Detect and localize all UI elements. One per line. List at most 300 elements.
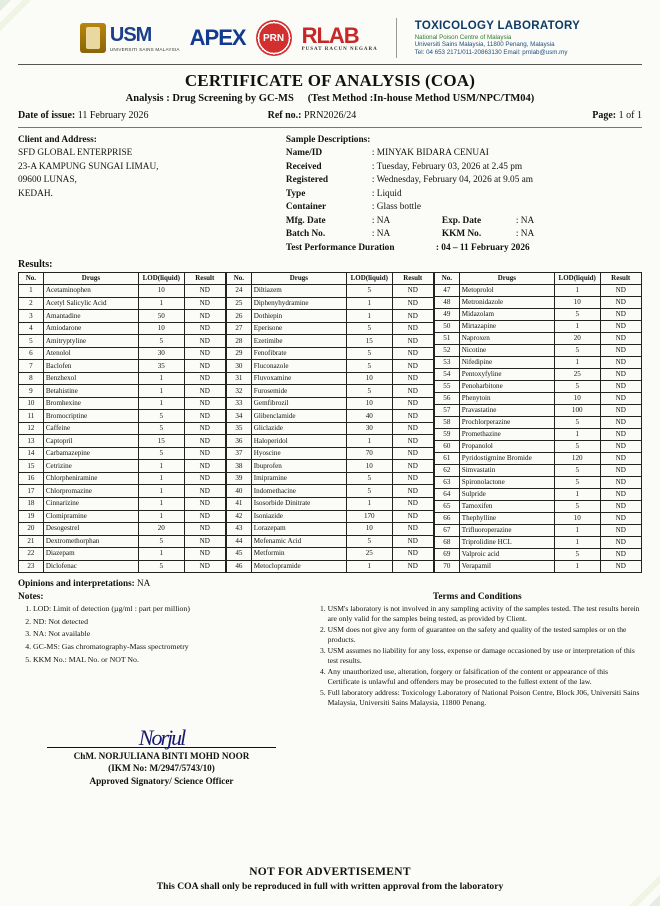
cell-drug: Nifedipine (459, 357, 554, 369)
results-table-col2 (226, 272, 434, 573)
cell-no: 66 (434, 513, 459, 525)
table-row (434, 393, 641, 405)
table-row (434, 369, 641, 381)
cell-drug: Isosorbide Dinitrate (251, 497, 346, 510)
cell-drug: Eperisone (251, 322, 346, 335)
lab-title: TOXICOLOGY LABORATORY (414, 20, 581, 33)
th-drugs-1: Drugs (43, 273, 138, 285)
cell-no: 8 (19, 372, 44, 385)
cell-result: ND (600, 477, 641, 489)
cell-drug: Tamoxifen (459, 501, 554, 513)
cell-no: 4 (19, 322, 44, 335)
signatory-name: ChM. NORJULIANA BINTI MOHD NOOR (73, 750, 250, 761)
date-of-issue (18, 110, 268, 121)
th-no-3: No. (434, 273, 459, 285)
cell-lod: 70 (347, 447, 393, 460)
cell-drug: Penoharbitone (459, 381, 554, 393)
cell-result: ND (392, 422, 433, 435)
cell-no: 32 (226, 385, 251, 398)
date-of-issue-label: Date of issue: (18, 110, 76, 121)
cell-no: 50 (434, 321, 459, 333)
cell-no: 48 (434, 297, 459, 309)
header-rule (18, 64, 642, 65)
cell-result: ND (184, 372, 225, 385)
cell-no: 23 (19, 560, 44, 573)
cell-drug: Cetrizine (43, 460, 138, 473)
cell-no: 24 (226, 285, 251, 298)
cell-no: 15 (19, 460, 44, 473)
cell-no: 37 (226, 447, 251, 460)
opinions-row (18, 578, 642, 588)
cell-no: 12 (19, 422, 44, 435)
cell-drug: Pentoxyfyline (459, 369, 554, 381)
cell-no: 38 (226, 460, 251, 473)
cell-drug: Indomethacine (251, 485, 346, 498)
table-row (19, 322, 226, 335)
table-row (434, 525, 641, 537)
cell-drug: Bromhexine (43, 397, 138, 410)
table-row (19, 435, 226, 448)
table-row (434, 309, 641, 321)
cell-result: ND (392, 435, 433, 448)
cell-drug: Dextromethorphan (43, 535, 138, 548)
cell-drug: Metoprolol (459, 285, 554, 297)
cell-result: ND (600, 321, 641, 333)
prn-logo-text: PRN (263, 32, 285, 44)
prn-logo-icon (256, 20, 292, 56)
results-table-group (18, 272, 642, 573)
table-row (434, 333, 641, 345)
cell-drug: Cinnarizine (43, 497, 138, 510)
cell-lod: 5 (139, 535, 185, 548)
cell-result: ND (392, 360, 433, 373)
cell-no: 67 (434, 525, 459, 537)
cell-result: ND (184, 322, 225, 335)
client-block (18, 134, 276, 255)
table-row (226, 435, 433, 448)
cell-drug: Sulpride (459, 489, 554, 501)
cell-drug: Gemfibrozil (251, 397, 346, 410)
cell-result: ND (184, 485, 225, 498)
cell-lod: 120 (554, 453, 600, 465)
table-row (226, 422, 433, 435)
results-table-col1 (18, 272, 226, 573)
table-row (226, 347, 433, 360)
table-row (434, 405, 641, 417)
cell-lod: 10 (347, 372, 393, 385)
cell-no: 42 (226, 510, 251, 523)
cell-lod: 5 (554, 477, 600, 489)
cell-no: 11 (19, 410, 44, 423)
table-row (19, 523, 226, 536)
cell-no: 20 (19, 523, 44, 536)
cell-lod: 5 (554, 381, 600, 393)
cell-result: ND (392, 322, 433, 335)
cell-result: ND (392, 447, 433, 460)
cell-no: 16 (19, 472, 44, 485)
cell-no: 2 (19, 297, 44, 310)
table-row (226, 385, 433, 398)
th-drugs-2: Drugs (251, 273, 346, 285)
sample-row-mfg-exp (286, 215, 642, 228)
cell-drug: Bromocriptine (43, 410, 138, 423)
cell-no: 69 (434, 549, 459, 561)
cell-result: ND (184, 548, 225, 561)
cell-result: ND (392, 285, 433, 298)
table-row (434, 417, 641, 429)
terms-section (313, 592, 642, 709)
cell-no: 49 (434, 309, 459, 321)
cell-drug: Haloperidol (251, 435, 346, 448)
table-row (226, 560, 433, 573)
table-row (19, 397, 226, 410)
th-no-2: No. (226, 273, 251, 285)
cell-no: 29 (226, 347, 251, 360)
cell-lod: 1 (554, 285, 600, 297)
cell-result: ND (600, 513, 641, 525)
table-row (226, 497, 433, 510)
cell-result: ND (184, 397, 225, 410)
sample-key-kkm-no: KKM No. (441, 229, 482, 240)
signatory-role: Approved Signatory/ Science Officer (89, 775, 234, 786)
cell-lod: 5 (347, 385, 393, 398)
cell-result: ND (184, 422, 225, 435)
sample-row-batch-kkm (286, 228, 642, 241)
cell-no: 58 (434, 417, 459, 429)
usm-logo (80, 23, 180, 53)
cell-drug: Captopril (43, 435, 138, 448)
cell-result: ND (392, 347, 433, 360)
cell-result: ND (392, 385, 433, 398)
cell-lod: 5 (347, 535, 393, 548)
cell-drug: Glibenclamide (251, 410, 346, 423)
cell-result: ND (184, 347, 225, 360)
notes-title: Notes: (18, 592, 44, 603)
cell-lod: 5 (347, 322, 393, 335)
cell-lod: 1 (139, 372, 185, 385)
table-row (226, 460, 433, 473)
cell-no: 43 (226, 523, 251, 536)
cell-lod: 20 (554, 333, 600, 345)
cell-lod: 5 (554, 549, 600, 561)
cell-result: ND (184, 435, 225, 448)
cell-lod: 1 (554, 489, 600, 501)
th-result-3: Result (600, 273, 641, 285)
cell-lod: 1 (139, 548, 185, 561)
cell-result: ND (392, 510, 433, 523)
cell-result: ND (600, 309, 641, 321)
sample-row-name (286, 147, 642, 160)
cell-lod: 5 (347, 485, 393, 498)
cell-result: ND (184, 497, 225, 510)
cell-result: ND (184, 510, 225, 523)
cell-no: 63 (434, 477, 459, 489)
client-line-4: KEDAH. (18, 188, 53, 199)
term-item: 5. Full laboratory address: Toxicology Laboratory of National Poison Centre, Block J06, Universiti Sains Malaysia, Universiti Sains Malaysia, 11800 Penang. (328, 688, 642, 707)
table-row (434, 381, 641, 393)
table-row (226, 472, 433, 485)
table-row (226, 372, 433, 385)
apex-logo (190, 25, 246, 51)
cell-no: 52 (434, 345, 459, 357)
cell-lod: 10 (139, 322, 185, 335)
letterhead (18, 14, 642, 60)
cell-no: 18 (19, 497, 44, 510)
sample-key-batch-no: Batch No. (285, 229, 326, 240)
cell-lod: 1 (554, 525, 600, 537)
table-row (226, 310, 433, 323)
duration-label: Test Performance Duration (285, 242, 395, 253)
cell-lod: 10 (347, 460, 393, 473)
cell-lod: 30 (347, 422, 393, 435)
cell-drug: Imipramine (251, 472, 346, 485)
table-row (434, 345, 641, 357)
cell-no: 22 (19, 548, 44, 561)
cell-result: ND (392, 460, 433, 473)
cell-result: ND (600, 549, 641, 561)
usm-logo-subtext: UNIVERSITI SAINS MALAYSIA (109, 47, 180, 52)
cell-no: 17 (19, 485, 44, 498)
cell-lod: 5 (347, 360, 393, 373)
cell-no: 27 (226, 322, 251, 335)
results-body-col2 (226, 285, 433, 573)
cell-lod: 170 (347, 510, 393, 523)
cell-lod: 5 (139, 560, 185, 573)
cell-result: ND (600, 345, 641, 357)
cell-lod: 1 (139, 472, 185, 485)
cell-no: 31 (226, 372, 251, 385)
cell-drug: Clomipramine (43, 510, 138, 523)
cell-no: 55 (434, 381, 459, 393)
table-row (434, 441, 641, 453)
table-row (226, 447, 433, 460)
table-row (434, 429, 641, 441)
terms-list (313, 604, 642, 707)
cell-lod: 5 (554, 465, 600, 477)
cell-result: ND (184, 410, 225, 423)
cell-drug: Trifluoroperazine (459, 525, 554, 537)
apex-logo-text: APEX (189, 25, 246, 50)
table-row (434, 489, 641, 501)
opinions-label: Opinions and interpretations: (18, 578, 135, 589)
cell-no: 25 (226, 297, 251, 310)
cell-drug: Metformin (251, 548, 346, 561)
cell-no: 53 (434, 357, 459, 369)
cell-no: 62 (434, 465, 459, 477)
cell-result: ND (184, 535, 225, 548)
cell-result: ND (392, 535, 433, 548)
cell-lod: 1 (554, 321, 600, 333)
table-header-row (19, 273, 226, 285)
cell-drug: Ezetimibe (251, 335, 346, 348)
cell-lod: 1 (554, 429, 600, 441)
cell-no: 70 (434, 561, 459, 573)
cell-result: ND (184, 385, 225, 398)
cell-result: ND (184, 472, 225, 485)
cell-lod: 10 (554, 513, 600, 525)
sample-key-registered: Registered (285, 175, 329, 186)
sample-value-exp-date: : NA (515, 215, 535, 226)
table-row (434, 537, 641, 549)
cell-no: 54 (434, 369, 459, 381)
lab-info (415, 19, 580, 57)
page-no-label: Page: (592, 110, 617, 121)
sample-value-container: : Glass bottle (371, 202, 421, 213)
table-row (19, 535, 226, 548)
cell-lod: 5 (554, 345, 600, 357)
sample-value-received: : Tuesday, February 03, 2026 at 2.45 pm (371, 161, 523, 172)
cell-drug: Verapamil (459, 561, 554, 573)
th-lod-1: LOD(liquid) (139, 273, 185, 285)
sample-row-duration (286, 242, 642, 255)
cell-no: 34 (226, 410, 251, 423)
sample-value-kkm-no: : NA (515, 229, 535, 240)
cell-lod: 1 (347, 435, 393, 448)
cell-result: ND (392, 410, 433, 423)
cell-no: 47 (434, 285, 459, 297)
table-row (19, 510, 226, 523)
table-row (19, 285, 226, 298)
term-item: 2. USM does not give any form of guarantee on the safety and quality of the tested samples or on the products. (328, 625, 642, 644)
th-no-1: No. (19, 273, 44, 285)
cell-result: ND (184, 560, 225, 573)
duration-value: : 04 – 11 February 2026 (435, 242, 530, 253)
cell-no: 35 (226, 422, 251, 435)
table-row (434, 453, 641, 465)
cell-result: ND (600, 357, 641, 369)
cell-drug: Chlorpheniramine (43, 472, 138, 485)
cell-lod: 5 (347, 285, 393, 298)
table-row (226, 360, 433, 373)
cell-drug: Mirtazapine (459, 321, 554, 333)
cell-drug: Fluvoxamine (251, 372, 346, 385)
cell-lod: 5 (139, 422, 185, 435)
table-row (226, 535, 433, 548)
results-label: Results: (18, 259, 53, 271)
cell-lod: 5 (554, 501, 600, 513)
analysis-text: Analysis : Drug Screening by GC-MS (125, 93, 294, 104)
cell-lod: 1 (139, 510, 185, 523)
cell-result: ND (600, 429, 641, 441)
notes-terms-block (18, 592, 642, 709)
table-row (19, 310, 226, 323)
cell-lod: 35 (139, 360, 185, 373)
notes-list (18, 604, 299, 665)
test-method-text: (Test Method :In-house Method USM/NPC/TM04) (307, 93, 535, 104)
date-of-issue-value: 11 February 2026 (77, 110, 149, 121)
cell-drug: Carbamazepine (43, 447, 138, 460)
note-item: 4. GC-MS: Gas chromatography-Mass spectrometry (33, 642, 299, 652)
cell-lod: 5 (139, 447, 185, 460)
sample-key-mfg-date: Mfg. Date (285, 215, 326, 226)
lab-line-2: Universiti Sains Malaysia, 11800 Penang, Malaysia (414, 41, 555, 49)
sample-value-mfg-date: : NA (371, 215, 391, 226)
cell-drug: Ibuprofen (251, 460, 346, 473)
cell-no: 36 (226, 435, 251, 448)
cell-result: ND (600, 393, 641, 405)
cell-drug: Nicotine (459, 345, 554, 357)
note-item: 2. ND: Not detected (33, 617, 299, 627)
analysis-line (18, 93, 642, 104)
cell-drug: Benzhexol (43, 372, 138, 385)
signatory-ikm: (IKM No: M/2947/5743/10) (108, 763, 215, 774)
cell-lod: 5 (554, 417, 600, 429)
rlab-logo-text: RLAB (301, 22, 359, 48)
client-heading: Client and Address: (18, 135, 97, 145)
cell-result: ND (184, 360, 225, 373)
sample-key-received: Received (285, 161, 322, 172)
cell-no: 51 (434, 333, 459, 345)
letterhead-divider (396, 18, 397, 58)
cell-no: 45 (226, 548, 251, 561)
cell-result: ND (392, 297, 433, 310)
cell-result: ND (600, 333, 641, 345)
cell-result: ND (184, 310, 225, 323)
cell-drug: Atenolol (43, 347, 138, 360)
sample-key-exp-date: Exp. Date (441, 215, 482, 226)
table-row (19, 472, 226, 485)
cell-no: 13 (19, 435, 44, 448)
cell-drug: Spironolactone (459, 477, 554, 489)
sample-row-registered (286, 174, 642, 187)
cell-drug: Triprolidine HCL (459, 537, 554, 549)
cell-lod: 1 (139, 397, 185, 410)
sample-row-container (286, 201, 642, 214)
cell-lod: 10 (554, 297, 600, 309)
cell-result: ND (600, 525, 641, 537)
table-row (19, 410, 226, 423)
cell-result: ND (184, 335, 225, 348)
cell-result: ND (392, 372, 433, 385)
table-header-row (226, 273, 433, 285)
table-row (434, 501, 641, 513)
cell-lod: 1 (347, 497, 393, 510)
cell-drug: Midazolam (459, 309, 554, 321)
cell-result: ND (600, 501, 641, 513)
cell-no: 9 (19, 385, 44, 398)
cell-drug: Dothiepin (251, 310, 346, 323)
cell-drug: Thephylline (459, 513, 554, 525)
cell-lod: 50 (139, 310, 185, 323)
term-item: 4. Any unauthorized use, alteration, forgery or falsification of the content or appearance of this Certificate is unlawful and offenders may be prosecuted to the fullest extent of the law. (328, 667, 642, 686)
note-item: 3. NA: Not available (33, 629, 299, 639)
cell-drug: Diltiazem (251, 285, 346, 298)
cell-drug: Metronidazole (459, 297, 554, 309)
cell-no: 6 (19, 347, 44, 360)
cell-drug: Isoniazide (251, 510, 346, 523)
term-item: 1. USM's laboratory is not involved in any sampling activity of the samples tested. The test results herein are only valid for the samples being tested, as provided by Client. (328, 604, 642, 623)
client-sample-block (18, 134, 642, 255)
cell-no: 64 (434, 489, 459, 501)
cell-drug: Amiodarone (43, 322, 138, 335)
cell-drug: Amantadine (43, 310, 138, 323)
cell-result: ND (600, 285, 641, 297)
cell-lod: 10 (347, 523, 393, 536)
table-row (226, 510, 433, 523)
table-row (226, 523, 433, 536)
page-title: CERTIFICATE OF ANALYSIS (COA) (184, 71, 476, 90)
table-row (19, 485, 226, 498)
th-result-2: Result (392, 273, 433, 285)
cell-lod: 1 (139, 497, 185, 510)
sample-key-name: Name/ID (285, 148, 323, 159)
cell-lod: 5 (554, 441, 600, 453)
meta-row (18, 110, 642, 121)
th-lod-3: LOD(liquid) (554, 273, 600, 285)
cell-result: ND (184, 460, 225, 473)
table-row (434, 321, 641, 333)
cell-no: 57 (434, 405, 459, 417)
